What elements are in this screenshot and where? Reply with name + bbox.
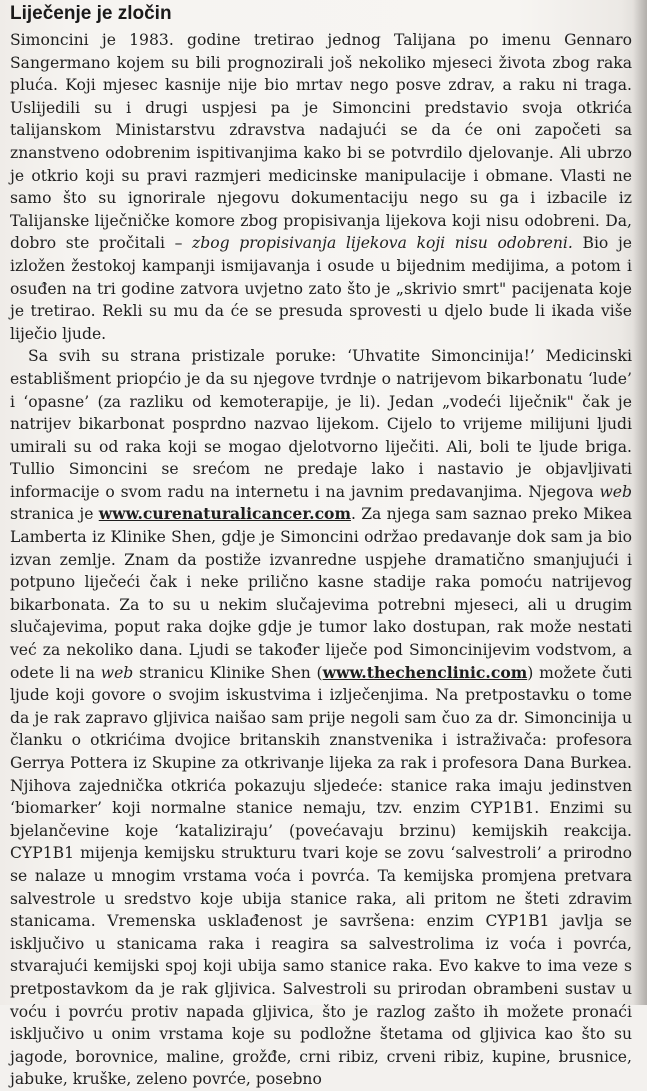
paragraph-2 [10, 345, 632, 1091]
page-content [10, 2, 632, 1091]
text-run: stranicu Klinike Shen ( [133, 663, 323, 682]
text-run: stranica je [10, 505, 99, 524]
website-link[interactable]: www.curenaturalicancer.com [98, 504, 351, 524]
text-run: Bio je izložen žestokoj kampanji ismijavanja i osude u bijednim medijima, a potom i osuđen na tri godine zatvora uvjetno zato što je „skrivio smrt" pacijenata koje je tretirao. Rekli su mu da će se presuda sprovesti u djelo bude li ikada više liječio ljude. [10, 234, 633, 343]
paragraph-1 [10, 29, 632, 345]
text-run: Sa svih su strana pristizale poruke: ‘Uhvatite Simoncinija!’ Medicinski establišment priopćio je da su njegove tvrdnje o natrijevom bikarbonatu ‘lude’ i ‘opasne’ (za razliku od kemoterapije, je li). Jedan „vodeći liječnik" čak je natrijev bikarbonat posprdno nazvao lijekom. Cijelo to vrijeme milijuni ljudi umirali su od raka koji se mogao djelotvorno liječiti. Ali, boli te ljude briga. Tullio Simoncini se srećom ne predaje lako i nastavio je objavljivati informacije o svom radu na internetu i na javnim predavanjima. Njegova [10, 347, 632, 501]
text-run: Simoncini je 1983. godine tretirao jednog Talijana po imenu Gennaro Sangermano kojem su bili prognozirali još nekoliko mjeseci života zbog raka pluća. Koji mjesec kasnije nije bio mrtav nego posve zdrav, a raku ni traga. Uslijedili su i drugi uspjesi pa je Simoncini predstavio svoja otkrića talijanskom Ministarstvu zdravstva nadajući se da će oni započeti sa znanstveno odobrenim ispitivanjima kako bi se potvrdilo djelovanje. Ali ubrzo je otkrio koji su pravi razmjeri medicinske manipulacije i obmane. Vlasti ne samo što su ignorirale njegovu dokumentaciju nego su ga i izbacile iz Talijanske liječničke komore zbog propisivanja lijekova koji nisu odobreni. Da, dobro ste pročitali – [10, 31, 632, 253]
italic-text: web [100, 663, 134, 682]
website-link[interactable]: www.thechenclinic.com [322, 662, 528, 682]
italic-text: web [599, 482, 632, 501]
text-run: . Za njega sam saznao preko Mikea Lamberta iz Klinike Shen, gdje je Simoncini održao predavanje dok sam ja bio izvan zemlje. Znam da postiže izvanredne uspjehe dramatično smanjujući i potpuno liječeći čak i neke prilično kasne stadije raka pomoću natrijevog bikarbonata. Za to su u nekim slučajevima potrebni mjeseci, ali u drugim slučajevima, poput raka dojke gdje je tumor lako dostupan, rak može nestati već za nekoliko dana. Ljudi se također liječe pod Simoncinijevim vodstvom, a odete li na [10, 505, 632, 682]
italic-text: zbog propisivanja lijekova koji nisu odobreni. [192, 234, 573, 253]
page-spine-shadow [633, 0, 647, 1005]
section-heading: Liječenje je zločin [10, 3, 172, 24]
text-run: ) možete čuti ljude koji govore o svojim iskustvima i izlječenjima. Na pretpostavku o tome da je rak zapravo gljivica naišao sam prije negoli sam čuo za dr. Simoncinija u članku o otkrićima dvojice britanskih znanstvenika i istraživača: profesora Gerrya Pottera iz Skupine za otkrivanje lijeka za rak i profesora Dana Burkea. Njihova zajednička otkrića pokazuju sljedeće: stanice raka imaju jedinstven ‘biomarker’ koji normalne stanice nemaju, tzv. enzim CYP1B1. Enzimi su bjelančevine koje ‘kataliziraju’ (povećavaju brzinu) kemijskih reakcija. CYP1B1 mijenja kemijsku strukturu tvari koje se zovu ‘salvestroli’ a prirodno se nalaze u mnogim vrstama voća i povrća. Ta kemijska promjena pretvara salvestrole u sredstvo koje ubija stanice raka, ali pritom ne šteti zdravim stanicama. Vremenska usklađenost je savršena: enzim CYP1B1 javlja se isključivo u stanicama raka i reagira sa salvestrolima iz voća i povrća, stvarajući kemijski spoj koji ubija samo stanice raka. Evo kakve to ima veze s pretpostavkom da je rak gljivica. Salvestroli su prirodan obrambeni sustav u voću i povrću protiv napada gljivica, što je razlog zašto ih možete pronaći isključivo u onim vrstama koje su podložne štetama od gljivica kao što su jagode, borovnice, maline, grožđe, crni ribiz, crveni ribiz, kupine, brusnice, jabuke, kruške, zeleno povrće, posebno [10, 663, 632, 1089]
